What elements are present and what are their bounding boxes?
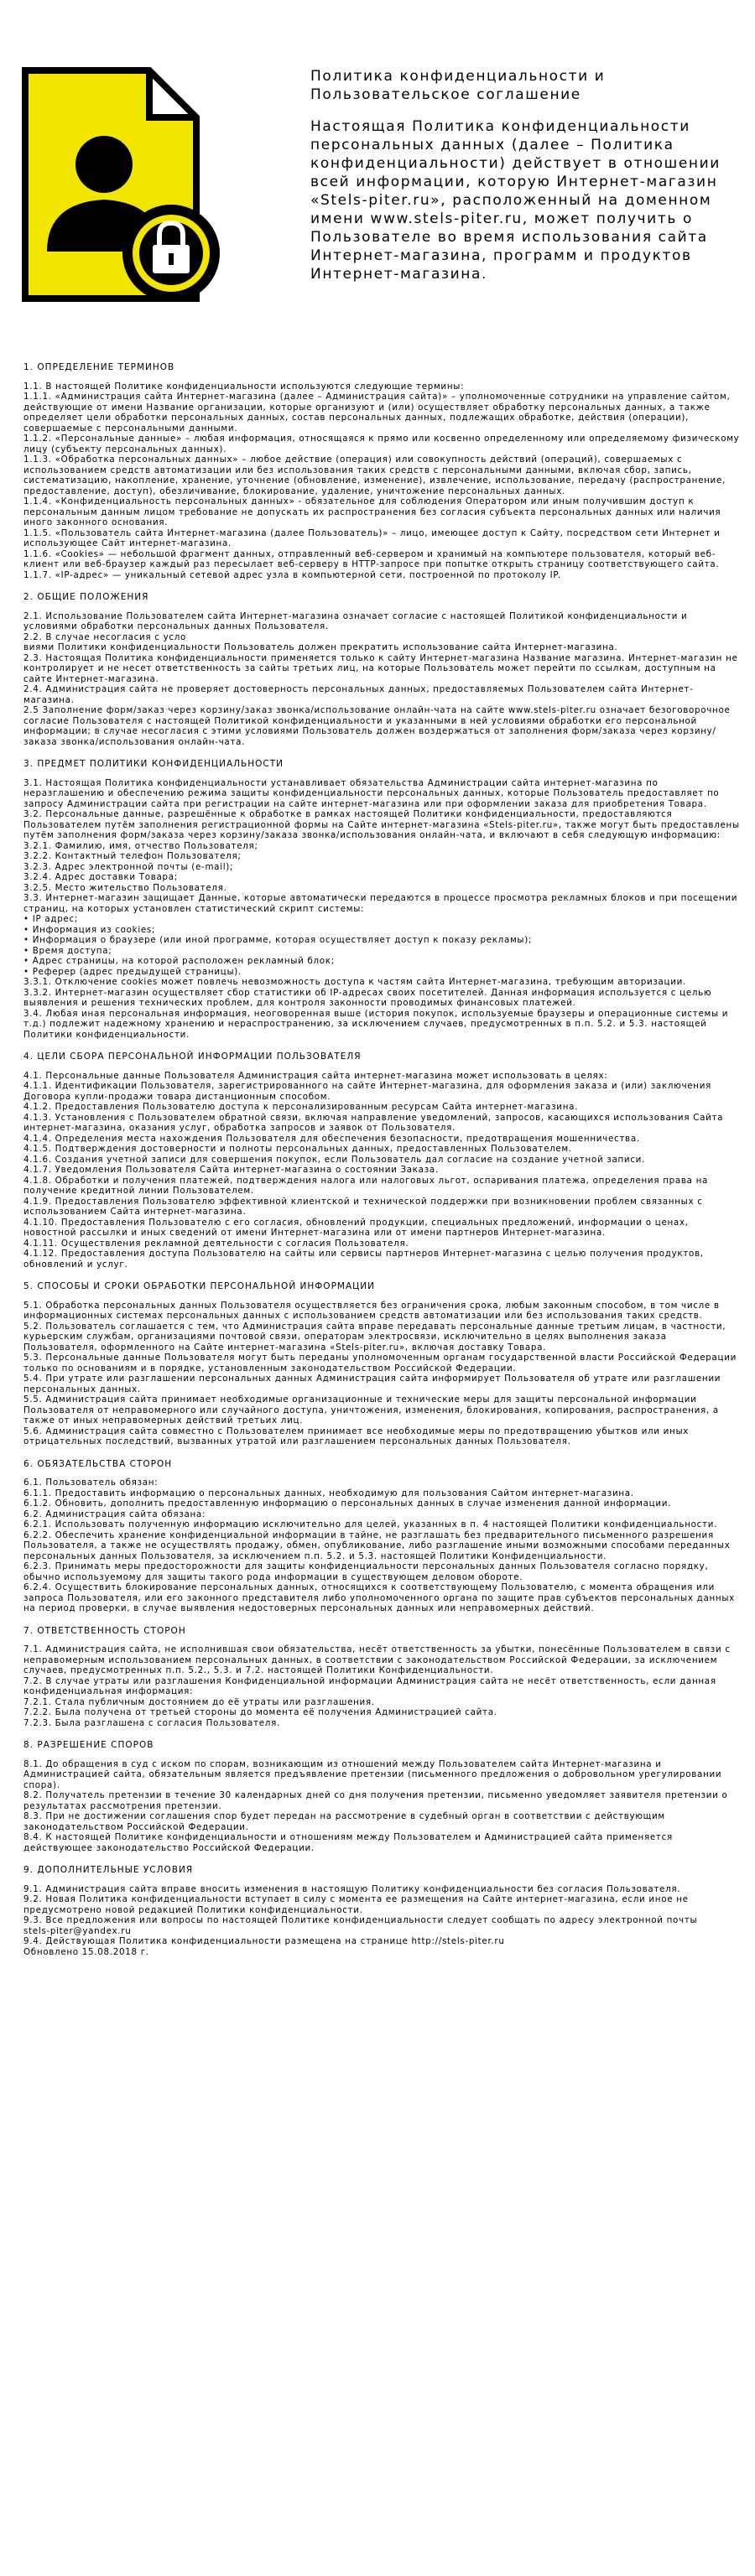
paragraph: 8.2. Получатель претензии в течение 30 календарных дней со дня получения претензии, письменно уведомляет заявителя претензии о результатах рассмотрения претензии. xyxy=(23,1790,728,1811)
paragraph: 7.1. Администрация сайта, не исполнившая свои обязательства, несёт ответственность за убытки, понесённые Пользователем в связи с неправомерным использованием персональных данных, в соответствии с законодательством Российской Федерации, за исключением случаев, предусмотренных п.п. 5.2., 5.3. и 7.2. настоящей Политики Конфиденциальности. xyxy=(23,1644,731,1675)
paragraph: 3.2.1. Фамилию, имя, отчество Пользователя; xyxy=(23,840,258,851)
section-heading: 8. РАЗРЕШЕНИЕ СПОРОВ xyxy=(23,1740,154,1750)
paragraph: 6.1.2. Обновить, дополнить предоставленную информацию о персональных данных в случае изменения данной информации. xyxy=(23,1498,672,1509)
paragraph: 4.1.7. Уведомления Пользователя Сайта интернет-магазина о состоянии Заказа. xyxy=(23,1165,439,1175)
paragraph: 2.3. Настоящая Политика конфиденциальности применяется только к сайту Интернет-магазина Название магазина. Интернет-магазин не контролирует и не несет ответственность за сайты третьих лиц, на которые Пользователь может перейти по ссылкам, доступным на сайте Интернет-магазина. xyxy=(23,652,738,684)
section-heading: 1. ОПРЕДЕЛЕНИЕ ТЕРМИНОВ xyxy=(23,362,175,372)
paragraph: 4.1.10. Предоставления Пользователю с его согласия, обновлений продукции, специальных предложений, информации о ценах, новостной рассылки и иных сведений от имени Интернет-магазина или от имени партнеров Интернет-магазина. xyxy=(23,1217,689,1238)
paragraph: 7.2.2. Была получена от третьей стороны до момента её получения Администрацией сайта. xyxy=(23,1707,497,1717)
paragraph: 7.2.1. Стала публичным достоянием до её утраты или разглашения. xyxy=(23,1696,375,1707)
paragraph: 1.1.4. «Конфиденциальность персональных данных» - обязательное для соблюдения Оператором или иным получившим доступ к персональным данным лицом требование не допускать их распространения без согласия субъекта персональных данных или наличия иного законного основания. xyxy=(23,496,721,527)
paragraph: 3.2.3. Адрес электронной почты (e-mail); xyxy=(23,861,234,872)
paragraph: 1.1.6. «Cookies» — небольшой фрагмент данных, отправленный веб-сервером и хранимый на компьютере пользователя, который веб-клиент или веб-браузер каждый раз пересылает веб-серверу в HTTP-запросе при попытке открыть страницу соответствующего сайта. xyxy=(23,548,720,569)
paragraph: 3.3. Интернет-магазин защищает Данные, которые автоматически передаются в процессе просмотра рекламных блоков и при посещении страниц, на которых установлен статистический скрипт системы: xyxy=(23,893,738,914)
paragraph: 3.2. Персональные данные, разрешённые к обработке в рамках настоящей Политики конфиденциальности, предоставляются Пользователем путём заполнения регистрационной формы на Сайте интернет-магазина «Stels-piter.ru», также могут быть предоставлены путём заполнения форм/заказа через корзину/заказа звонка/использования онлайн-чата, и включают в себя следующую информацию: xyxy=(23,809,740,840)
section-heading: 2. ОБЩИЕ ПОЛОЖЕНИЯ xyxy=(23,592,149,602)
paragraph: 5.2. Пользователь соглашается с тем, что Администрация сайта вправе передавать персональные данные третьим лицам, в частности, курьерским службам, организациями почтовой связи, операторам электросвязи, исключительно в целях выполнения заказа Пользователя, оформленного на Сайте интернет-магазина «Stels-piter.ru», включая доставку Товара. xyxy=(23,1321,726,1353)
paragraph: 3.2.2. Контактный телефон Пользователя; xyxy=(23,851,242,861)
paragraph: 1.1.5. «Пользователь сайта Интернет-магазина (далее Пользователь)» – лицо, имеющее доступ к Сайту, посредством сети Интернет и использующее Сайт интернет-магазина. xyxy=(23,527,721,548)
paragraph: 6.2.3. Принимать меры предосторожности для защиты конфиденциальности персональных данных Пользователя согласно порядку, обычно используемому для защиты такого рода информации в существующем деловом обороте. xyxy=(23,1561,709,1582)
paragraph: 3.3.1. Отключение cookies может повлечь невозможность доступа к частям сайта Интернет-магазина, требующим авторизации. xyxy=(23,977,687,987)
paragraph: 4.1.6. Создания учетной записи для совершения покупок, если Пользователь дал согласие на создание учетной записи. xyxy=(23,1154,646,1165)
paragraph: 8.3. При не достижении соглашения спор будет передан на рассмотрение в судебный орган в соответствии с действующим законодательством Российской Федерации. xyxy=(23,1811,665,1832)
paragraph: 5.5. Администрация сайта принимает необходимые организационные и технические меры для защиты персональной информации Пользователя от неправомерного или случайного доступа, уничтожения, изменения, блокирования, копирования, распространения, а также от иных неправомерных действий третьих лиц. xyxy=(23,1394,719,1426)
section-processing xyxy=(23,1281,742,1447)
section-heading: 3. ПРЕДМЕТ ПОЛИТИКИ КОНФИДЕНЦИАЛЬНОСТИ xyxy=(23,759,284,769)
paragraph: 5.3. Персональные данные Пользователя могут быть переданы уполномоченным органам государственной власти Российской Федерации только по основаниям и в порядке, установленным законодательством Российской Федерации. xyxy=(23,1353,737,1374)
section-purposes xyxy=(23,1052,742,1270)
paragraph: 9.3. Все предложения или вопросы по настоящей Политике конфиденциальности следует сообщать по адресу электронной почты xyxy=(23,1915,698,1925)
paragraph: 4.1.11. Осуществления рекламной деятельности с согласия Пользователя. xyxy=(23,1238,409,1249)
paragraph: 6.2.4. Осуществить блокирование персональных данных, относящихся к соответствующему Пользователю, с момента обращения или запроса Пользователя, или его законного представителя либо уполномоченного органа по защите прав субъектов персональных данных на период проверки, в случае выявления недостоверных персональных данных или неправомерных действий. xyxy=(23,1582,735,1613)
section-general xyxy=(23,592,742,747)
paragraph: 3.1. Настоящая Политика конфиденциальности устанавливает обязательства Администрации сайта интернет-магазина по неразглашению и обеспечению режима защиты конфиденциальности персональных данных, которые Пользователь предоставляет по запросу Администрации сайта при регистрации на сайте интернет-магазина или при оформлении заказа для приобретения Товара. xyxy=(23,777,720,809)
paragraph: 8.4. К настоящей Политике конфиденциальности и отношениям между Пользователем и Администрацией сайта применяется действующее законодательство Российской Федерации. xyxy=(23,1832,673,1853)
intro-paragraph: Настоящая Политика конфиденциальности персональных данных (далее – Политика конфиденциальности) действует в отношении всей информации, которую Интернет-магазин «Stels-piter.ru», расположенный на доменном имени www.stels-piter.ru, может получить о Пользователе во время использования сайта Интернет-магазина, программ и продуктов Интернет-магазина. xyxy=(310,118,721,283)
paragraph: 4.1.2. Предоставления Пользователю доступа к персонализированным ресурсам Сайта интернет-магазина. xyxy=(23,1102,579,1112)
section-definitions xyxy=(23,362,742,580)
section-heading: 7. ОТВЕТСТВЕННОСТЬ СТОРОН xyxy=(23,1625,186,1636)
paragraph: 8.1. До обращения в суд с иском по спорам, возникающим из отношений между Пользователем сайта Интернет-магазина и Администрацией сайта, обязательным является предъявление претензии (письменного предложения о добровольном урегулировании спора). xyxy=(23,1758,722,1790)
policy-content xyxy=(23,362,742,1969)
section-subject xyxy=(23,759,742,1040)
paragraph: 6.2.1. Использовать полученную информацию исключительно для целей, указанных в п. 4 настоящей Политики конфиденциальности. xyxy=(23,1519,718,1530)
paragraph: 5.4. При утрате или разглашении персональных данных Администрация сайта информирует Пользователя об утрате или разглашении персональных данных. xyxy=(23,1374,721,1394)
section-disputes xyxy=(23,1740,742,1853)
section-obligations xyxy=(23,1459,742,1614)
section-heading: 6. ОБЯЗАТЕЛЬСТВА СТОРОН xyxy=(23,1458,173,1469)
paragraph: виями Политики конфиденциальности Пользователь должен прекратить использование сайта Интернет-магазина. xyxy=(23,642,618,652)
paragraph: 9.1. Администрация сайта вправе вносить изменения в настоящую Политику конфиденциальности без согласия Пользователя. xyxy=(23,1883,681,1894)
section-additional xyxy=(23,1865,742,1957)
paragraph: 4.1.3. Установления с Пользователем обратной связи, включая направление уведомлений, запросов, касающихся использования Сайта интернет-магазина, оказания услуг, обработка запросов и заявок от Пользователя. xyxy=(23,1112,724,1133)
section-heading: 4. ЦЕЛИ СБОРА ПЕРСОНАЛЬНОЙ ИНФОРМАЦИИ ПОЛЬЗОВАТЕЛЯ xyxy=(23,1052,362,1062)
contact-email-link[interactable]: stels-piter@yandex.ru xyxy=(23,1925,132,1936)
paragraph: 3.2.4. Адрес доставки Товара; xyxy=(23,872,178,882)
paragraph: 4.1.4. Определения места нахождения Пользователя для обеспечения безопасности, предотвращения мошенничества. xyxy=(23,1133,640,1144)
policy-url-text: 9.4. Действующая Политика конфиденциальности размещена на странице http://stels-piter.ru xyxy=(23,1936,505,1946)
paragraph: 2.2. В случае несогласия с усло xyxy=(23,631,187,642)
paragraph: 2.4. Администрация сайта не проверяет достоверность персональных данных, предоставляемых Пользователем сайта Интернет-магазина. xyxy=(23,684,694,705)
paragraph: 1.1.2. «Персональные данные» – любая информация, относящаяся к прямо или косвенно определенному или определяемому физическому лицу (субъекту персональных данных). xyxy=(23,434,740,454)
paragraph: 5.6. Администрация сайта совместно с Пользователем принимает все необходимые меры по предотвращению убытков или иных отрицательных последствий, вызванных утратой или разглашением персональных данных Пользователя. xyxy=(23,1426,690,1446)
list-item: • Время доступа; xyxy=(23,945,112,956)
paragraph: 6.1.1. Предоставить информацию о персональных данных, необходимую для пользования Сайтом интернет-магазина. xyxy=(23,1488,634,1498)
paragraph: 3.2.5. Место жительство Пользователя. xyxy=(23,882,227,893)
paragraph: 6.2. Администрация сайта обязана: xyxy=(23,1509,206,1519)
list-item: • Адрес страницы, на которой расположен рекламный блок; xyxy=(23,956,335,966)
paragraph: 4.1.1. Идентификации Пользователя, зарегистрированного на сайте Интернет-магазина, для оформления заказа и (или) заключения Договора купли-продажи товара дистанционным способом. xyxy=(23,1081,712,1102)
paragraph: 2.5 Заполнение форм/заказ через корзину/заказ звонка/использование онлайн-чата на сайте www.stels-piter.ru означает безоговорочное согласие Пользователя с настоящей Политикой конфиденциальности и указанными в ней условиями обработки его персональной информации; в случае несогласия с этими условиями Пользователь должен воздержаться от заполнения форм/заказа через корзину/заказа звонка/использования онлайн-чата. xyxy=(23,705,731,747)
paragraph: 1.1.7. «IP-адрес» — уникальный сетевой адрес узла в компьютерной сети, построенной по протоколу IP. xyxy=(23,569,561,580)
page-title: Политика конфиденциальности и Пользовательское соглашение xyxy=(310,68,606,103)
section-heading: 9. ДОПОЛНИТЕЛЬНЫЕ УСЛОВИЯ xyxy=(23,1865,194,1875)
list-item: • Информация из cookies; xyxy=(23,924,156,935)
paragraph: 4.1.5. Подтверждения достоверности и полноты персональных данных, предоставленных Пользователем. xyxy=(23,1144,572,1154)
paragraph: 9.2. Новая Политика конфиденциальности вступает в силу с момента ее размещения на Сайте интернет-магазина, если иное не предусмотрено новой редакцией Политики конфиденциальности. xyxy=(23,1894,689,1915)
section-heading: 5. СПОСОБЫ И СРОКИ ОБРАБОТКИ ПЕРСОНАЛЬНОЙ ИНФОРМАЦИИ xyxy=(23,1281,376,1291)
paragraph: 3.3.2. Интернет-магазин осуществляет сбор статистики об IP-адресах своих посетителей. Данная информация используется с целью выявления и решения технических проблем, для контроля законности проводимых финансовых платежей. xyxy=(23,987,712,1008)
paragraph: 2.1. Использование Пользователем сайта Интернет-магазина означает согласие с настоящей Политикой конфиденциальности и условиями обработки персональных данных Пользователя. xyxy=(23,610,688,631)
list-item: • IP адрес; xyxy=(23,914,78,924)
paragraph: 7.2.3. Была разглашена с согласия Пользователя. xyxy=(23,1717,280,1728)
list-item: • Реферер (адрес предыдущей страницы). xyxy=(23,966,242,977)
list-item: • Информация о браузере (или иной программе, которая осуществляет доступ к показу рекламы); xyxy=(23,935,533,945)
paragraph: 4.1. Персональные данные Пользователя Администрация сайта интернет-магазина может использовать в целях: xyxy=(23,1070,608,1081)
paragraph: 1.1. В настоящей Политике конфиденциальности используются следующие термины: xyxy=(23,381,465,392)
paragraph: 1.1.3. «Обработка персональных данных» – любое действие (операция) или совокупность действий (операций), совершаемых с использованием средств автоматизации или без использования таких средств с персональными данными, включая сбор, запись, систематизацию, накопление, хранение, уточнение (обновление, изменение), извлечение, использование, передачу (распространение, предоставление, доступ), обезличивание, блокирование, удаление, уничтожение персональных данных. xyxy=(23,454,726,496)
paragraph: 4.1.12. Предоставления доступа Пользователю на сайты или сервисы партнеров Интернет-магазина с целью получения продуктов, обновлений и услуг. xyxy=(23,1249,704,1270)
paragraph: 4.1.8. Обработки и получения платежей, подтверждения налога или налоговых льгот, оспаривания платежа, определения права на получение кредитной линии Пользователем. xyxy=(23,1175,709,1196)
paragraph: 1.1.1. «Администрация сайта Интернет-магазина (далее – Администрация сайта)» – уполномоченные сотрудники на управление сайтом, действующие от имени Название организации, которые организуют и (или) осуществляет обработку персональных данных, а также определяет цели обработки персональных данных, состав персональных данных, подлежащих обработке, действия (операции), совершаемые с персональными данными. xyxy=(23,392,731,434)
paragraph: 6.1. Пользователь обязан: xyxy=(23,1478,159,1488)
paragraph: 6.2.2. Обеспечить хранение конфиденциальной информации в тайне, не разглашать без предварительного письменного разрешения Пользователя, а также не осуществлять продажу, обмен, опубликование, либо разглашение иными возможными способами переданных персональных данных Пользователя, за исключением п.п. 5.2. и 5.3. настоящей Политики Конфиденциальности. xyxy=(23,1530,731,1561)
paragraph: 4.1.9. Предоставления Пользователю эффективной клиентской и технической поддержки при возникновении проблем связанных с использованием Сайта интернет-магазина. xyxy=(23,1196,703,1217)
section-liability xyxy=(23,1626,742,1729)
updated-date: Обновлено 15.08.2018 г. xyxy=(23,1946,149,1957)
paragraph: 7.2. В случае утраты или разглашения Конфиденциальной информации Администрация сайта не несёт ответственность, если данная конфиденциальная информация: xyxy=(23,1675,716,1696)
document-lock-icon xyxy=(22,67,223,302)
paragraph: 5.1. Обработка персональных данных Пользователя осуществляется без ограничения срока, любым законным способом, в том числе в информационных системах персональных данных с использованием средств автоматизации или без использования таких средств. xyxy=(23,1300,720,1321)
paragraph: 3.4. Любая иная персональная информация, неоговоренная выше (история покупок, используемые браузеры и операционные системы и т.д.) подлежит надежному хранению и нераспространению, за исключением случаев, предусмотренных в п.п. 5.2. и 5.3. настоящей Политики конфиденциальности. xyxy=(23,1008,729,1040)
